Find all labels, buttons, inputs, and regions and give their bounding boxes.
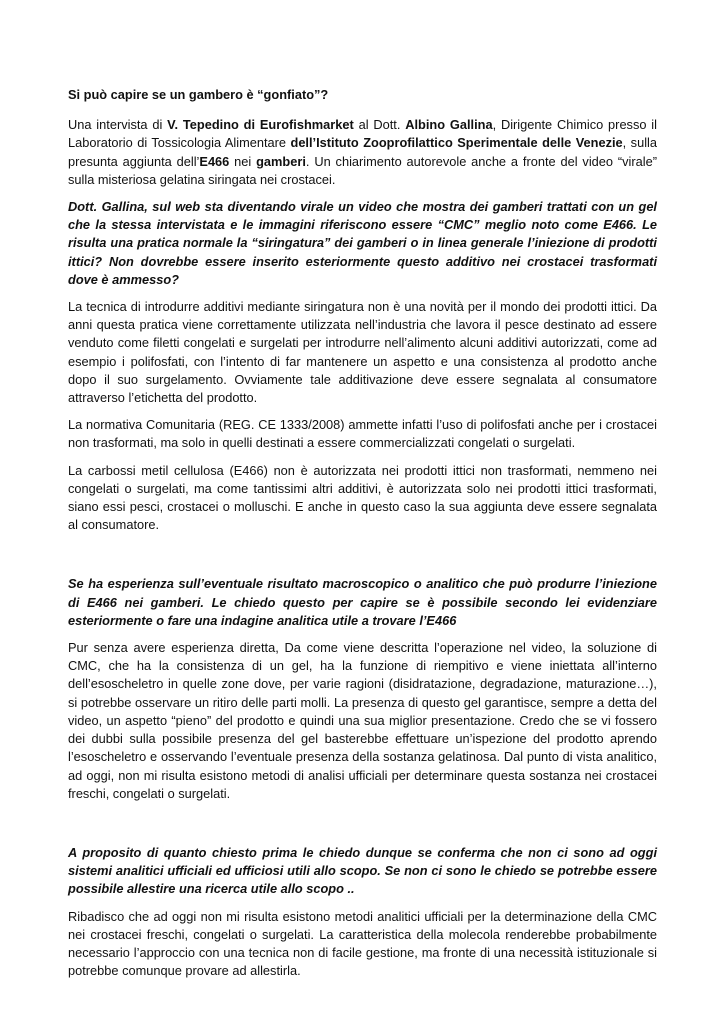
intro-text-1: Una intervista di	[68, 117, 168, 133]
answer-1-paragraph-1: La tecnica di introdurre additivi mediante siringatura non è una novità per il mondo dei prodotti ittici. Da anni questa pratica viene correttamente utilizzata nell’industria che lavora il pesce destinato ad essere venduto come filetti congelati e surgelati per introdurre nell’alimento alcuni additivi autorizzati, come ad esempio i polifosfati, con l’intento di far mantenere un aspetto e una consistenza al prodotto anche dopo il suo surgelamento. Ovviamente tale additivazione deve essere segnalata al consumatore attraverso l’etichetta del prodotto.	[68, 299, 657, 406]
question-1: Dott. Gallina, sul web sta diventando virale un video che mostra dei gamberi trattati con un gel che la stessa intervistata e le immagini riferiscono essere “CMC” meglio noto come E466. Le risulta una pratica normale la “siringatura” dei gamberi o in linea generale l’iniezione di prodotti ittici? Non dovrebbe essere inserito esteriormente questo additivo nei crostacei trasformati dove è ammesso?	[68, 199, 657, 287]
additive-code: E466	[199, 153, 230, 169]
question-2: Se ha esperienza sull’eventuale risultato macroscopico o analitico che può produrre l’iniezione di E466 nei gamberi. Le chiedo questo per capire se è possibile secondo lei evidenziare esteriormente o fare una indagine analitica utile a trovare l’E466	[68, 576, 657, 628]
answer-3: Ribadisco che ad oggi non mi risulta esistono metodi analitici ufficiali per la determinazione della CMC nei crostacei freschi, congelati o surgelati. La caratteristica della molecola renderebbe probabilmente necessario l’approccio con una tecnica non di facile gestione, ma fronte di una necessità istituzionale si potrebbe comunque provare ad allestirla.	[68, 908, 657, 979]
answer-2: Pur senza avere esperienza diretta, Da come viene descritta l’operazione nel video, la soluzione di CMC, che ha la consistenza di un gel, ha la funzione di riempitivo e viene iniettata all’interno dell’esoscheletro in quelle zone dove, per varie ragioni (disidratazione, degradazione, maturazione…), si potrebbe osservare un ritiro delle parti molli. La presenza di questo gel garantisce, sempre a detta del video, un aspetto “pieno” del prodotto e quindi una sua miglior presentazione. Credo che se vi fossero dei dubbi sulla possibile presenza del gel basterebbe effettuare un’ispezione del prodotto aprendo l’esoscheletro e osservando l’eventuale presenza della sostanza gelatinosa. Dal punto di vista analitico, ad oggi, non mi risulta esistono metodi di analisi ufficiali per determinare questa sostanza nei crostacei freschi, congelati o surgelati.	[68, 640, 657, 801]
institute-name: dell’Istituto Zooprofilattico Sperimentale delle Venezie	[290, 135, 623, 151]
intro-text-2: al Dott.	[353, 117, 406, 133]
interviewee-name: Albino Gallina	[405, 117, 493, 133]
interviewer-name: V. Tepedino di Eurofishmarket	[167, 117, 354, 133]
intro-text-5: nei	[229, 153, 257, 169]
intro-text-6: . Un chiarimento autorevole anche a fronte del video “virale” sulla misteriosa gelatina siringata nei crostacei.	[68, 153, 657, 187]
intro-text-4: , sulla presunta aggiunta dell’	[68, 135, 657, 169]
intro-text-3: , Dirigente Chimico presso il Laboratorio di Tossicologia Alimentare	[68, 117, 657, 151]
product-name: gamberi	[256, 153, 306, 169]
answer-1-paragraph-3: La carbossi metil cellulosa (E466) non è autorizzata nei prodotti ittici non trasformati, nemmeno nei congelati o surgelati, ma come tantissimi altri additivi, è autorizzata solo nei prodotti ittici trasformati, siano essi pesci, crostacei o molluschi. E anche in questo caso la sua aggiunta deve essere segnalata al consumatore.	[68, 462, 657, 533]
intro-paragraph	[68, 116, 657, 189]
answer-1-paragraph-2: La normativa Comunitaria (REG. CE 1333/2008) ammette infatti l’uso di polifosfati anche per i crostacei non trasformati, ma solo in quelli destinati a essere commercializzati congelati o surgelati.	[68, 417, 657, 451]
document-title: Si può capire se un gambero è “gonfiato”?	[68, 87, 329, 102]
question-3: A proposito di quanto chiesto prima le chiedo dunque se conferma che non ci sono ad oggi sistemi analitici ufficiali ed ufficiosi utili allo scopo. Se non ci sono le chiedo se potrebbe essere possibile allestire una ricerca utile allo scopo ..	[68, 844, 657, 897]
